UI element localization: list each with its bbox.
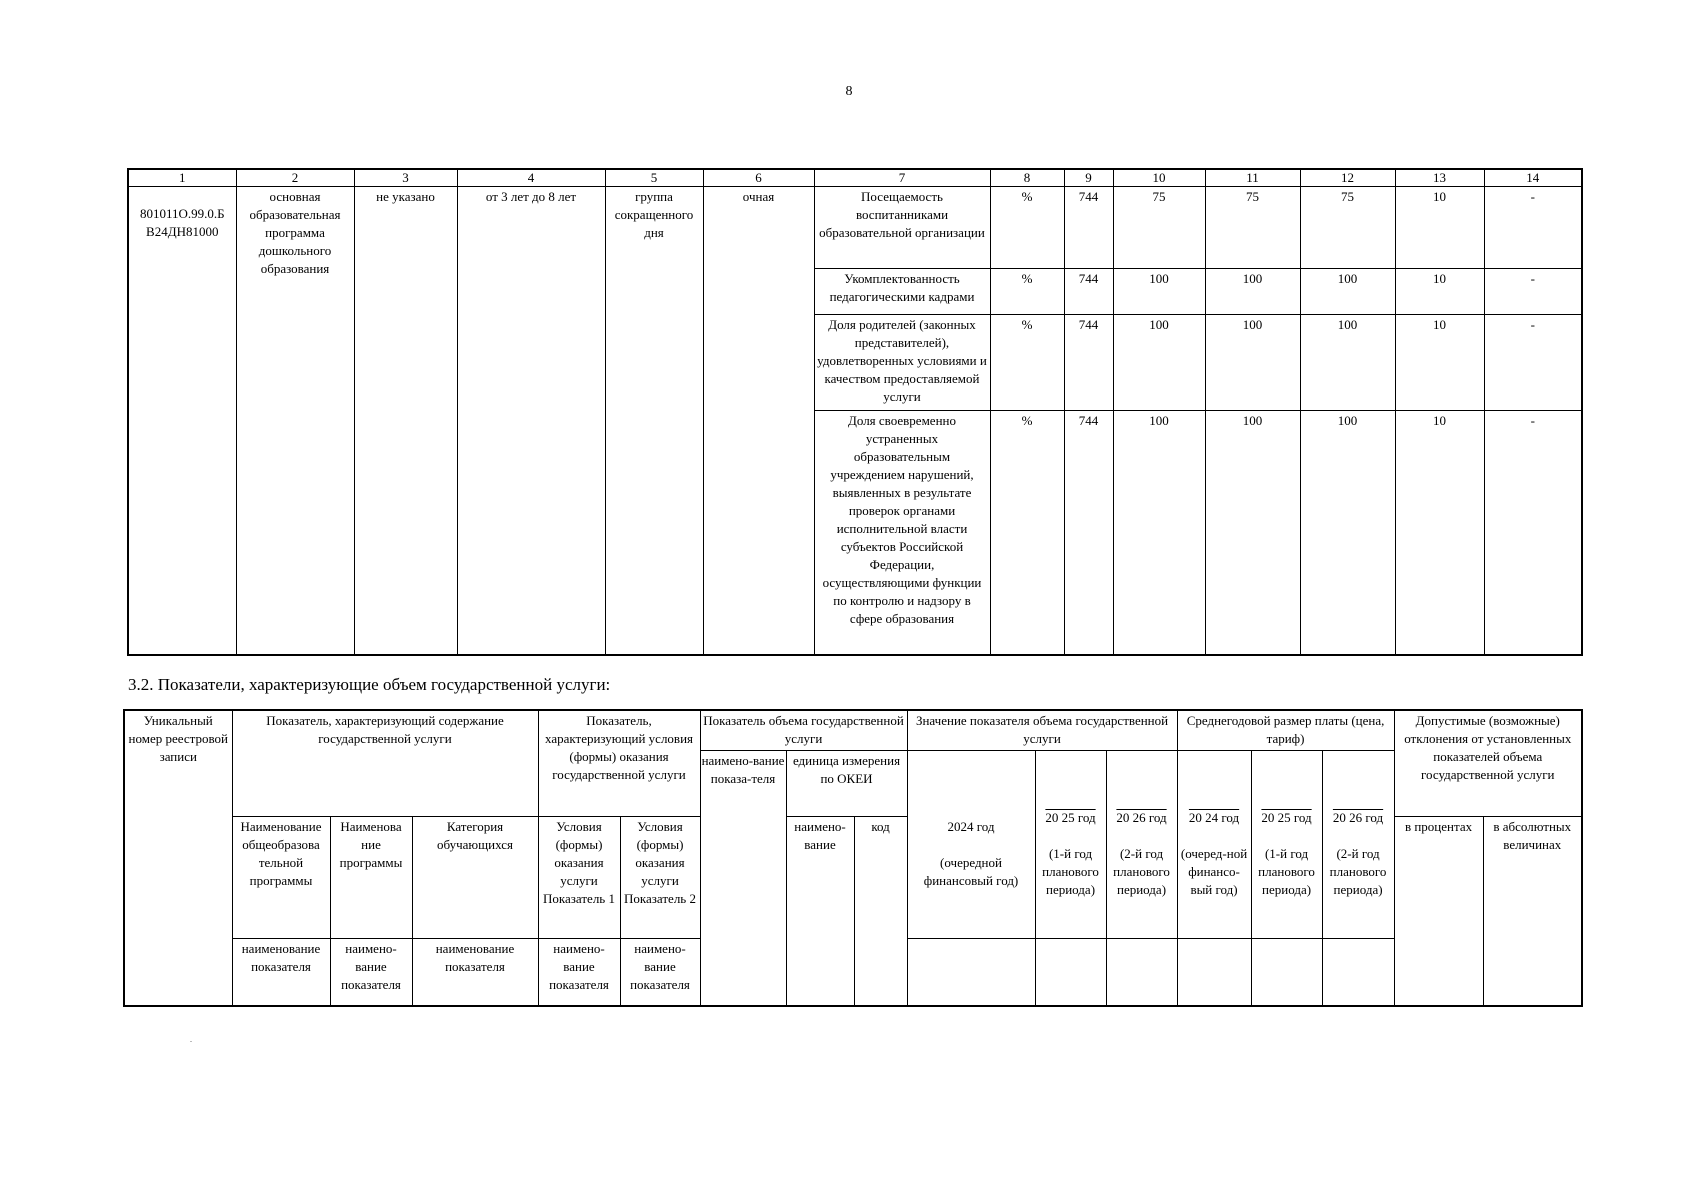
col-header: 2	[236, 169, 354, 187]
empty-cell	[1251, 938, 1322, 1006]
empty-cell	[1177, 938, 1251, 1006]
value-2024: 75	[1113, 187, 1205, 269]
registry-number: 801011О.99.0.Б В24ДН81000	[128, 187, 236, 655]
col-header: 6	[703, 169, 814, 187]
indicator-name-cell: наименование показателя	[412, 938, 538, 1006]
deviation-percent-header: в процентах	[1394, 816, 1483, 1006]
indicator-name-cell: наимено-вание показателя	[330, 938, 412, 1006]
condition2-header: Условия (формы) оказания услуги Показатель 2	[620, 816, 700, 938]
indicator-name-cell: наименование показателя	[232, 938, 330, 1006]
unit: %	[990, 315, 1064, 411]
col-header: 5	[605, 169, 703, 187]
condition-indicator-header: Показатель, характеризующий условия (формы) оказания государственной услуги	[538, 710, 700, 816]
unique-number-header: Уникальный номер реестровой записи	[124, 710, 232, 1006]
content-indicator-header: Показатель, характеризующий содержание государственной услуги	[232, 710, 538, 816]
year-2025-label: 20 25 год	[1045, 809, 1096, 825]
program-name: основная образовательная программа дошкольного образования	[236, 187, 354, 655]
quality-indicators-table	[127, 168, 1583, 656]
col-header: 4	[457, 169, 605, 187]
value-2026: 100	[1300, 315, 1395, 411]
indicator-name-cell: наимено-вание показателя	[620, 938, 700, 1006]
edu-program-name-header: Наименование общеобразова тельной программы	[232, 816, 330, 938]
deviation-percent: 10	[1395, 187, 1484, 269]
col-header: 10	[1113, 169, 1205, 187]
col-header: 7	[814, 169, 990, 187]
indicator-name-cell: наимено-вание показателя	[538, 938, 620, 1006]
okei-code: 744	[1064, 315, 1113, 411]
fee-2024-header	[1177, 750, 1251, 938]
value-2024: 100	[1113, 411, 1205, 655]
deviation-percent: 10	[1395, 411, 1484, 655]
volume-indicators-table	[123, 709, 1583, 1007]
value-2025: 100	[1205, 269, 1300, 315]
deviation-percent: 10	[1395, 315, 1484, 411]
fee-2026-header	[1322, 750, 1394, 938]
value-2025: 100	[1205, 411, 1300, 655]
plan2-label: (2-й год планового периода)	[1113, 845, 1170, 897]
col-header: 13	[1395, 169, 1484, 187]
col-header: 14	[1484, 169, 1582, 187]
column-number-row	[128, 169, 1582, 187]
deviation-absolute: -	[1484, 411, 1582, 655]
unit: %	[990, 411, 1064, 655]
value-2026: 100	[1300, 269, 1395, 315]
col-header: 1	[128, 169, 236, 187]
fee-next-fin-year-label: (очеред-ной финансо-вый год)	[1180, 845, 1248, 897]
indicator-name-header: наимено-вание показа-теля	[700, 750, 786, 1006]
program-name-header: Наименова ние программы	[330, 816, 412, 938]
value-2024: 100	[1113, 315, 1205, 411]
page-number: 8	[845, 84, 853, 99]
study-form: очная	[703, 187, 814, 655]
value-2025: 100	[1205, 315, 1300, 411]
unit: %	[990, 269, 1064, 315]
student-category-header: Категория обучающихся	[412, 816, 538, 938]
value-2024: 100	[1113, 269, 1205, 315]
indicator-name: Посещаемость воспитанниками образовательной организации	[814, 187, 990, 269]
fee-year-2025-label: 20 25 год	[1261, 809, 1312, 825]
okei-code: 744	[1064, 411, 1113, 655]
volume-indicator-header: Показатель объема государственной услуги	[700, 710, 907, 750]
value-2026: 75	[1300, 187, 1395, 269]
fee-year-2026-label: 20 26 год	[1332, 809, 1384, 825]
empty-cell	[907, 938, 1035, 1006]
avg-fee-header: Среднегодовой размер платы (цена, тариф)	[1177, 710, 1394, 750]
col-header: 8	[990, 169, 1064, 187]
year-2026-label: 20 26 год	[1116, 809, 1167, 825]
table-row	[128, 187, 1582, 269]
value-2025: 75	[1205, 187, 1300, 269]
year-2026-header	[1106, 750, 1177, 938]
fee-plan1-label: (1-й год планового периода)	[1258, 845, 1315, 897]
deviation-absolute: -	[1484, 187, 1582, 269]
col-header: 3	[354, 169, 457, 187]
group-type: группа сокращенного дня	[605, 187, 703, 655]
unit: %	[990, 187, 1064, 269]
fee-2025-header	[1251, 750, 1322, 938]
col-header: 11	[1205, 169, 1300, 187]
value-2026: 100	[1300, 411, 1395, 655]
program-value: не указано	[354, 187, 457, 655]
year-2024-label: 2024 год	[947, 818, 995, 834]
section-title: 3.2. Показатели, характеризующие объем государственной услуги:	[128, 675, 611, 694]
plan1-label: (1-й год планового периода)	[1042, 845, 1099, 897]
age-category: от 3 лет до 8 лет	[457, 187, 605, 655]
okei-code: 744	[1064, 187, 1113, 269]
allowed-deviation-header: Допустимые (возможные) отклонения от установленных показателей объема государственной услуги	[1394, 710, 1582, 816]
code-header: код	[854, 816, 907, 1006]
year-2024-header	[907, 750, 1035, 938]
col-header: 12	[1300, 169, 1395, 187]
year-2025-header	[1035, 750, 1106, 938]
deviation-absolute-header: в абсолютных величинах	[1483, 816, 1582, 1006]
empty-cell	[1322, 938, 1394, 1006]
indicator-name: Доля своевременно устраненных образовательным учреждением нарушений, выявленных в результате проверок органами исполнительной власти субъектов Российской Федерации, осуществляющими функции по контролю и надзору в сфере образования	[814, 411, 990, 655]
unit-name-header: наимено-вание	[786, 816, 854, 1006]
col-header: 9	[1064, 169, 1113, 187]
scan-speck	[190, 1041, 192, 1042]
indicator-name: Укомплектованность педагогическими кадрами	[814, 269, 990, 315]
fee-plan2-label: (2-й год планового периода)	[1329, 845, 1387, 897]
indicator-name: Доля родителей (законных представителей), удовлетворенных условиями и качеством предоставляемой услуги	[814, 315, 990, 411]
deviation-absolute: -	[1484, 315, 1582, 411]
deviation-percent: 10	[1395, 269, 1484, 315]
volume-value-header: Значение показателя объема государственной услуги	[907, 710, 1177, 750]
fee-year-2024-label: 20 24 год	[1188, 809, 1240, 825]
empty-cell	[1035, 938, 1106, 1006]
next-fin-year-label: (очередной финансовый год)	[923, 854, 1019, 888]
deviation-absolute: -	[1484, 269, 1582, 315]
condition1-header: Условия (формы) оказания услуги Показатель 1	[538, 816, 620, 938]
unit-okei-header: единица измерения по ОКЕИ	[786, 750, 907, 816]
okei-code: 744	[1064, 269, 1113, 315]
empty-cell	[1106, 938, 1177, 1006]
